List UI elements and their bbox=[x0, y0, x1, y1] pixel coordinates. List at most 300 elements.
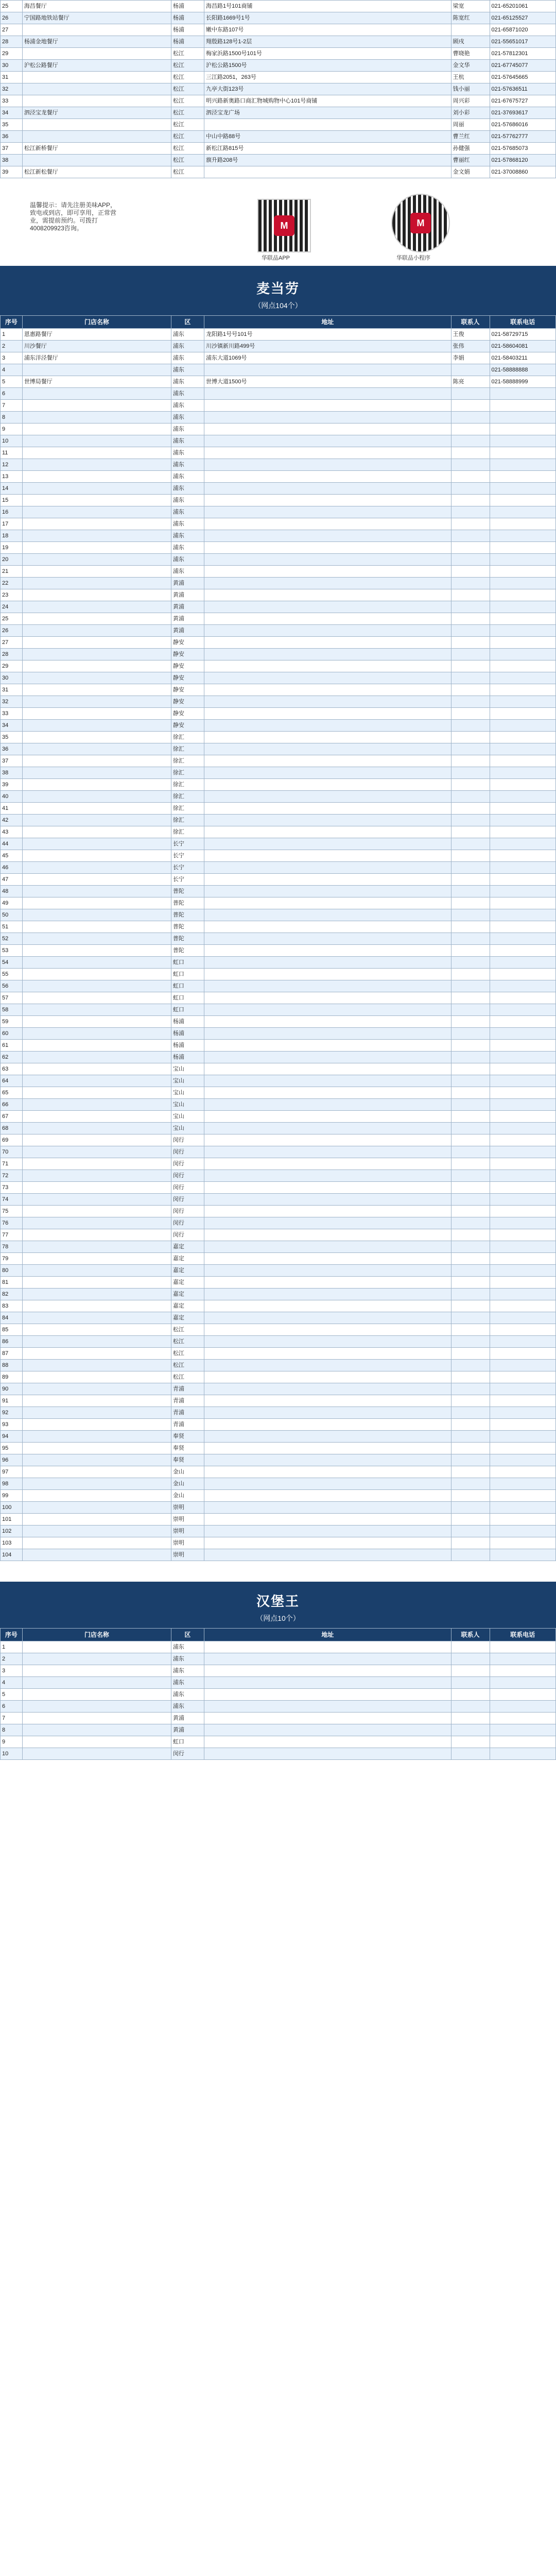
cell-phone bbox=[490, 1407, 555, 1419]
cell-district: 浦东 bbox=[171, 518, 204, 530]
cell-name bbox=[22, 1099, 171, 1111]
cell-district: 徐汇 bbox=[171, 743, 204, 755]
cell-contact bbox=[451, 1099, 490, 1111]
table-row bbox=[1, 423, 556, 435]
table-row bbox=[1, 791, 556, 803]
cell-address bbox=[204, 637, 451, 649]
cell-address: 中山中路88号 bbox=[204, 131, 451, 143]
cell-phone bbox=[490, 1641, 555, 1653]
mcd-section-header bbox=[0, 269, 556, 315]
table-row bbox=[1, 578, 556, 589]
cell-contact bbox=[451, 1087, 490, 1099]
cell-contact bbox=[451, 1028, 490, 1040]
cell-name bbox=[22, 850, 171, 862]
cell-name bbox=[22, 1028, 171, 1040]
cell-contact bbox=[451, 767, 490, 779]
table-row bbox=[1, 1123, 556, 1134]
cell-phone bbox=[490, 649, 555, 660]
cell-address bbox=[204, 1194, 451, 1206]
cell-contact: 王杭 bbox=[451, 72, 490, 83]
cell-district: 浦东 bbox=[171, 1665, 204, 1677]
cell-name bbox=[22, 826, 171, 838]
cell-district: 浦东 bbox=[171, 388, 204, 400]
cell-contact bbox=[451, 1253, 490, 1265]
bk-section-header bbox=[0, 1582, 556, 1628]
cell-district: 黄浦 bbox=[171, 625, 204, 637]
cell-no: 12 bbox=[1, 459, 23, 471]
cell-contact bbox=[451, 897, 490, 909]
table-row bbox=[1, 1134, 556, 1146]
cell-district: 杨浦 bbox=[171, 1040, 204, 1052]
cell-address bbox=[204, 364, 451, 376]
cell-district: 普陀 bbox=[171, 897, 204, 909]
table-row bbox=[1, 1537, 556, 1549]
cell-address: 浦东大道1069号 bbox=[204, 352, 451, 364]
cell-name bbox=[22, 1087, 171, 1099]
cell-phone: 021-67745077 bbox=[490, 60, 555, 72]
cell-address bbox=[204, 838, 451, 850]
cell-contact bbox=[451, 1075, 490, 1087]
cell-name bbox=[22, 388, 171, 400]
cell-district: 徐汇 bbox=[171, 791, 204, 803]
table-row bbox=[1, 412, 556, 423]
cell-phone: 021-58604081 bbox=[490, 341, 555, 352]
cell-phone bbox=[490, 862, 555, 874]
cell-name bbox=[22, 980, 171, 992]
cell-no: 36 bbox=[1, 743, 23, 755]
cell-contact bbox=[451, 1454, 490, 1466]
cell-phone bbox=[490, 1312, 555, 1324]
cell-name bbox=[22, 660, 171, 672]
cell-phone bbox=[490, 1182, 555, 1194]
cell-phone bbox=[490, 554, 555, 566]
table-row bbox=[1, 12, 556, 24]
cell-address bbox=[204, 660, 451, 672]
cell-district: 杨浦 bbox=[171, 1028, 204, 1040]
cell-district: 黄浦 bbox=[171, 589, 204, 601]
table-row bbox=[1, 364, 556, 376]
cell-name bbox=[22, 1217, 171, 1229]
cell-district: 浦东 bbox=[171, 1677, 204, 1689]
cell-contact bbox=[451, 1158, 490, 1170]
table-row bbox=[1, 72, 556, 83]
cell-address bbox=[204, 933, 451, 945]
cell-address bbox=[204, 412, 451, 423]
cell-contact bbox=[451, 1677, 490, 1689]
cell-address: 旗升路208号 bbox=[204, 155, 451, 166]
table-row bbox=[1, 566, 556, 578]
table-row bbox=[1, 1004, 556, 1016]
cell-name bbox=[22, 1111, 171, 1123]
cell-contact: 陈宽红 bbox=[451, 12, 490, 24]
cell-district: 浦东 bbox=[171, 329, 204, 341]
cell-no: 19 bbox=[1, 542, 23, 554]
table-row bbox=[1, 1677, 556, 1689]
cell-district: 浦东 bbox=[171, 542, 204, 554]
cell-contact bbox=[451, 1123, 490, 1134]
cell-no: 50 bbox=[1, 909, 23, 921]
table-row bbox=[1, 1724, 556, 1736]
cell-contact bbox=[451, 886, 490, 897]
cell-district: 静安 bbox=[171, 696, 204, 708]
cell-name bbox=[22, 1549, 171, 1561]
cell-name bbox=[22, 1194, 171, 1206]
cell-district: 浦东 bbox=[171, 1653, 204, 1665]
cell-no: 85 bbox=[1, 1324, 23, 1336]
cell-no: 61 bbox=[1, 1040, 23, 1052]
table-row bbox=[1, 376, 556, 388]
cell-address bbox=[204, 1454, 451, 1466]
table-row bbox=[1, 1040, 556, 1052]
cell-no: 47 bbox=[1, 874, 23, 886]
cell-name bbox=[22, 83, 171, 95]
cell-district: 虹口 bbox=[171, 980, 204, 992]
cell-address bbox=[204, 530, 451, 542]
cell-address: 川沙镇新川路499号 bbox=[204, 341, 451, 352]
cell-district: 松江 bbox=[171, 95, 204, 107]
cell-district: 普陀 bbox=[171, 886, 204, 897]
cell-address bbox=[204, 874, 451, 886]
table-row bbox=[1, 1087, 556, 1099]
cell-address bbox=[204, 957, 451, 969]
table-row bbox=[1, 1241, 556, 1253]
cell-no: 7 bbox=[1, 400, 23, 412]
cell-phone bbox=[490, 957, 555, 969]
cell-no: 88 bbox=[1, 1360, 23, 1371]
cell-no: 71 bbox=[1, 1158, 23, 1170]
cell-address bbox=[204, 1289, 451, 1300]
cell-district: 浦东 bbox=[171, 423, 204, 435]
cell-no: 6 bbox=[1, 1701, 23, 1713]
header-district: 区 bbox=[171, 1629, 204, 1641]
table-row bbox=[1, 649, 556, 660]
cell-phone bbox=[490, 1549, 555, 1561]
cell-name: 恩惠路餐厅 bbox=[22, 329, 171, 341]
cell-phone bbox=[490, 826, 555, 838]
cell-phone bbox=[490, 815, 555, 826]
cell-no: 104 bbox=[1, 1549, 23, 1561]
cell-address bbox=[204, 743, 451, 755]
cell-phone bbox=[490, 1277, 555, 1289]
cell-no: 66 bbox=[1, 1099, 23, 1111]
cell-name bbox=[22, 554, 171, 566]
header-contact: 联系人 bbox=[451, 316, 490, 329]
cell-district: 普陀 bbox=[171, 921, 204, 933]
cell-name bbox=[22, 1134, 171, 1146]
cell-no: 81 bbox=[1, 1277, 23, 1289]
cell-address bbox=[204, 1549, 451, 1561]
cell-district: 金山 bbox=[171, 1490, 204, 1502]
table-row bbox=[1, 1383, 556, 1395]
cell-district: 浦东 bbox=[171, 483, 204, 495]
cell-no: 5 bbox=[1, 1689, 23, 1701]
cell-district: 闵行 bbox=[171, 1170, 204, 1182]
cell-name bbox=[22, 1748, 171, 1760]
cell-phone bbox=[490, 909, 555, 921]
cell-contact bbox=[451, 495, 490, 506]
cell-phone bbox=[490, 1724, 555, 1736]
cell-name bbox=[22, 1395, 171, 1407]
cell-contact: 金文娟 bbox=[451, 166, 490, 178]
cell-phone bbox=[490, 601, 555, 613]
table-row bbox=[1, 957, 556, 969]
cell-address bbox=[204, 578, 451, 589]
cell-address: 泗泾宝龙广场 bbox=[204, 107, 451, 119]
cell-contact bbox=[451, 755, 490, 767]
cell-address bbox=[204, 980, 451, 992]
cell-address bbox=[204, 779, 451, 791]
cell-contact bbox=[451, 1004, 490, 1016]
cell-address: 沪松公路1500号 bbox=[204, 60, 451, 72]
cell-name: 沪松公路餐厅 bbox=[22, 60, 171, 72]
header-address: 地址 bbox=[204, 1629, 451, 1641]
app-logo-icon: M bbox=[274, 215, 294, 236]
cell-contact bbox=[451, 803, 490, 815]
cell-district: 松江 bbox=[171, 1360, 204, 1371]
header-address: 地址 bbox=[204, 316, 451, 329]
cell-phone bbox=[490, 1134, 555, 1146]
cell-no: 3 bbox=[1, 352, 23, 364]
cell-contact bbox=[451, 447, 490, 459]
table-row bbox=[1, 1431, 556, 1443]
cell-district: 杨浦 bbox=[171, 1016, 204, 1028]
table-row bbox=[1, 131, 556, 143]
cell-address bbox=[204, 554, 451, 566]
cell-name bbox=[22, 1253, 171, 1265]
table-row bbox=[1, 388, 556, 400]
cell-district: 静安 bbox=[171, 660, 204, 672]
cell-district: 嘉定 bbox=[171, 1300, 204, 1312]
cell-name bbox=[22, 708, 171, 720]
cell-contact bbox=[451, 637, 490, 649]
cell-contact bbox=[451, 684, 490, 696]
cell-no: 5 bbox=[1, 376, 23, 388]
cell-phone: 021-58888888 bbox=[490, 364, 555, 376]
cell-contact bbox=[451, 471, 490, 483]
cell-no: 53 bbox=[1, 945, 23, 957]
cell-name bbox=[22, 566, 171, 578]
cell-contact bbox=[451, 1300, 490, 1312]
cell-address bbox=[204, 400, 451, 412]
cell-contact bbox=[451, 992, 490, 1004]
cell-phone bbox=[490, 1665, 555, 1677]
cell-contact: 周兴彩 bbox=[451, 95, 490, 107]
table-row bbox=[1, 48, 556, 60]
bk-store-table bbox=[0, 1628, 556, 1760]
app-qr-code bbox=[257, 199, 311, 252]
header-phone: 联系电话 bbox=[490, 316, 555, 329]
cell-address bbox=[204, 589, 451, 601]
cell-no: 9 bbox=[1, 423, 23, 435]
cell-no: 82 bbox=[1, 1289, 23, 1300]
table-row bbox=[1, 554, 556, 566]
cell-address: 海昌路1号101商铺 bbox=[204, 1, 451, 12]
table-row bbox=[1, 1665, 556, 1677]
cell-contact bbox=[451, 1526, 490, 1537]
cell-contact bbox=[451, 1170, 490, 1182]
cell-address bbox=[204, 886, 451, 897]
cell-district: 松江 bbox=[171, 155, 204, 166]
cell-name bbox=[22, 1641, 171, 1653]
miniprogram-logo-icon: M bbox=[410, 213, 431, 233]
cell-district: 静安 bbox=[171, 684, 204, 696]
cell-district: 徐汇 bbox=[171, 826, 204, 838]
cell-name bbox=[22, 1490, 171, 1502]
cell-no: 20 bbox=[1, 554, 23, 566]
cell-phone bbox=[490, 897, 555, 909]
table-row bbox=[1, 1194, 556, 1206]
cell-district: 闵行 bbox=[171, 1194, 204, 1206]
cell-district: 松江 bbox=[171, 1371, 204, 1383]
cell-no: 64 bbox=[1, 1075, 23, 1087]
cell-name bbox=[22, 767, 171, 779]
table-row bbox=[1, 1312, 556, 1324]
cell-no: 59 bbox=[1, 1016, 23, 1028]
table-row bbox=[1, 1466, 556, 1478]
cell-contact bbox=[451, 1748, 490, 1760]
cell-contact bbox=[451, 1407, 490, 1419]
cell-contact bbox=[451, 660, 490, 672]
cell-phone bbox=[490, 767, 555, 779]
cell-address bbox=[204, 1526, 451, 1537]
cell-name bbox=[22, 530, 171, 542]
cell-address bbox=[204, 992, 451, 1004]
cell-phone bbox=[490, 1443, 555, 1454]
cell-address bbox=[204, 1182, 451, 1194]
table-row bbox=[1, 1641, 556, 1653]
cell-address: 九亭大街123号 bbox=[204, 83, 451, 95]
cell-phone bbox=[490, 388, 555, 400]
cell-address bbox=[204, 803, 451, 815]
cell-address bbox=[204, 1713, 451, 1724]
table-row bbox=[1, 1748, 556, 1760]
cell-contact bbox=[451, 945, 490, 957]
cell-address bbox=[204, 625, 451, 637]
cell-address bbox=[204, 1087, 451, 1099]
cell-address bbox=[204, 1312, 451, 1324]
cell-no: 25 bbox=[1, 613, 23, 625]
cell-name bbox=[22, 589, 171, 601]
cell-name bbox=[22, 1312, 171, 1324]
cell-address bbox=[204, 1490, 451, 1502]
cell-district: 闵行 bbox=[171, 1229, 204, 1241]
cell-contact bbox=[451, 672, 490, 684]
cell-name bbox=[22, 1713, 171, 1724]
cell-no: 87 bbox=[1, 1348, 23, 1360]
mcd-store-table-body bbox=[1, 329, 556, 1561]
cell-phone bbox=[490, 1466, 555, 1478]
cell-no: 33 bbox=[1, 708, 23, 720]
cell-district: 金山 bbox=[171, 1466, 204, 1478]
cell-no: 1 bbox=[1, 329, 23, 341]
table-row bbox=[1, 1653, 556, 1665]
cell-name bbox=[22, 483, 171, 495]
cell-name bbox=[22, 1075, 171, 1087]
cell-no: 42 bbox=[1, 815, 23, 826]
cell-name bbox=[22, 992, 171, 1004]
cell-name bbox=[22, 1526, 171, 1537]
table-row bbox=[1, 755, 556, 767]
cell-phone bbox=[490, 886, 555, 897]
cell-name bbox=[22, 471, 171, 483]
header-district: 区 bbox=[171, 316, 204, 329]
cell-contact: 张伟 bbox=[451, 341, 490, 352]
cell-name bbox=[22, 1277, 171, 1289]
cell-phone bbox=[490, 1324, 555, 1336]
cell-phone bbox=[490, 1170, 555, 1182]
cell-contact bbox=[451, 423, 490, 435]
table-row bbox=[1, 708, 556, 720]
header-name: 门店名称 bbox=[22, 1629, 171, 1641]
cell-address bbox=[204, 423, 451, 435]
cell-contact bbox=[451, 1052, 490, 1063]
cell-name bbox=[22, 1466, 171, 1478]
cell-address bbox=[204, 1348, 451, 1360]
cell-contact bbox=[451, 1360, 490, 1371]
table-row bbox=[1, 1253, 556, 1265]
cell-phone: 021-37693617 bbox=[490, 107, 555, 119]
cell-address bbox=[204, 447, 451, 459]
cell-no: 52 bbox=[1, 933, 23, 945]
cell-contact bbox=[451, 1478, 490, 1490]
cell-phone bbox=[490, 720, 555, 732]
cell-phone bbox=[490, 542, 555, 554]
cell-contact bbox=[451, 1194, 490, 1206]
cell-no: 96 bbox=[1, 1454, 23, 1466]
cell-phone bbox=[490, 1454, 555, 1466]
cell-contact: 曹兰红 bbox=[451, 131, 490, 143]
cell-address bbox=[204, 649, 451, 660]
cell-no: 77 bbox=[1, 1229, 23, 1241]
cell-no: 8 bbox=[1, 412, 23, 423]
cell-phone bbox=[490, 1419, 555, 1431]
cell-no: 79 bbox=[1, 1253, 23, 1265]
cell-contact bbox=[451, 1111, 490, 1123]
cell-name bbox=[22, 1689, 171, 1701]
cell-name bbox=[22, 1336, 171, 1348]
cell-phone: 021-65125527 bbox=[490, 12, 555, 24]
cell-no: 1 bbox=[1, 1641, 23, 1653]
cell-district: 嘉定 bbox=[171, 1253, 204, 1265]
cell-phone bbox=[490, 1004, 555, 1016]
cell-no: 76 bbox=[1, 1217, 23, 1229]
cell-contact bbox=[451, 933, 490, 945]
cell-phone bbox=[490, 625, 555, 637]
table-row bbox=[1, 352, 556, 364]
cell-name bbox=[22, 119, 171, 131]
table-row bbox=[1, 897, 556, 909]
cell-name bbox=[22, 1360, 171, 1371]
cell-phone bbox=[490, 1526, 555, 1537]
cell-contact bbox=[451, 435, 490, 447]
cell-contact bbox=[451, 1371, 490, 1383]
table-row bbox=[1, 400, 556, 412]
cell-district: 松江 bbox=[171, 1324, 204, 1336]
cell-contact bbox=[451, 1689, 490, 1701]
cell-no: 28 bbox=[1, 36, 23, 48]
table-row bbox=[1, 992, 556, 1004]
cell-address: 三江路2051，263号 bbox=[204, 72, 451, 83]
section-gap bbox=[0, 1561, 556, 1582]
cell-phone bbox=[490, 1158, 555, 1170]
table-row bbox=[1, 1016, 556, 1028]
cell-phone bbox=[490, 1063, 555, 1075]
table-row bbox=[1, 1063, 556, 1075]
cell-address bbox=[204, 495, 451, 506]
cell-no: 90 bbox=[1, 1383, 23, 1395]
cell-district: 浦东 bbox=[171, 435, 204, 447]
cell-address: 嫩中东路107号 bbox=[204, 24, 451, 36]
